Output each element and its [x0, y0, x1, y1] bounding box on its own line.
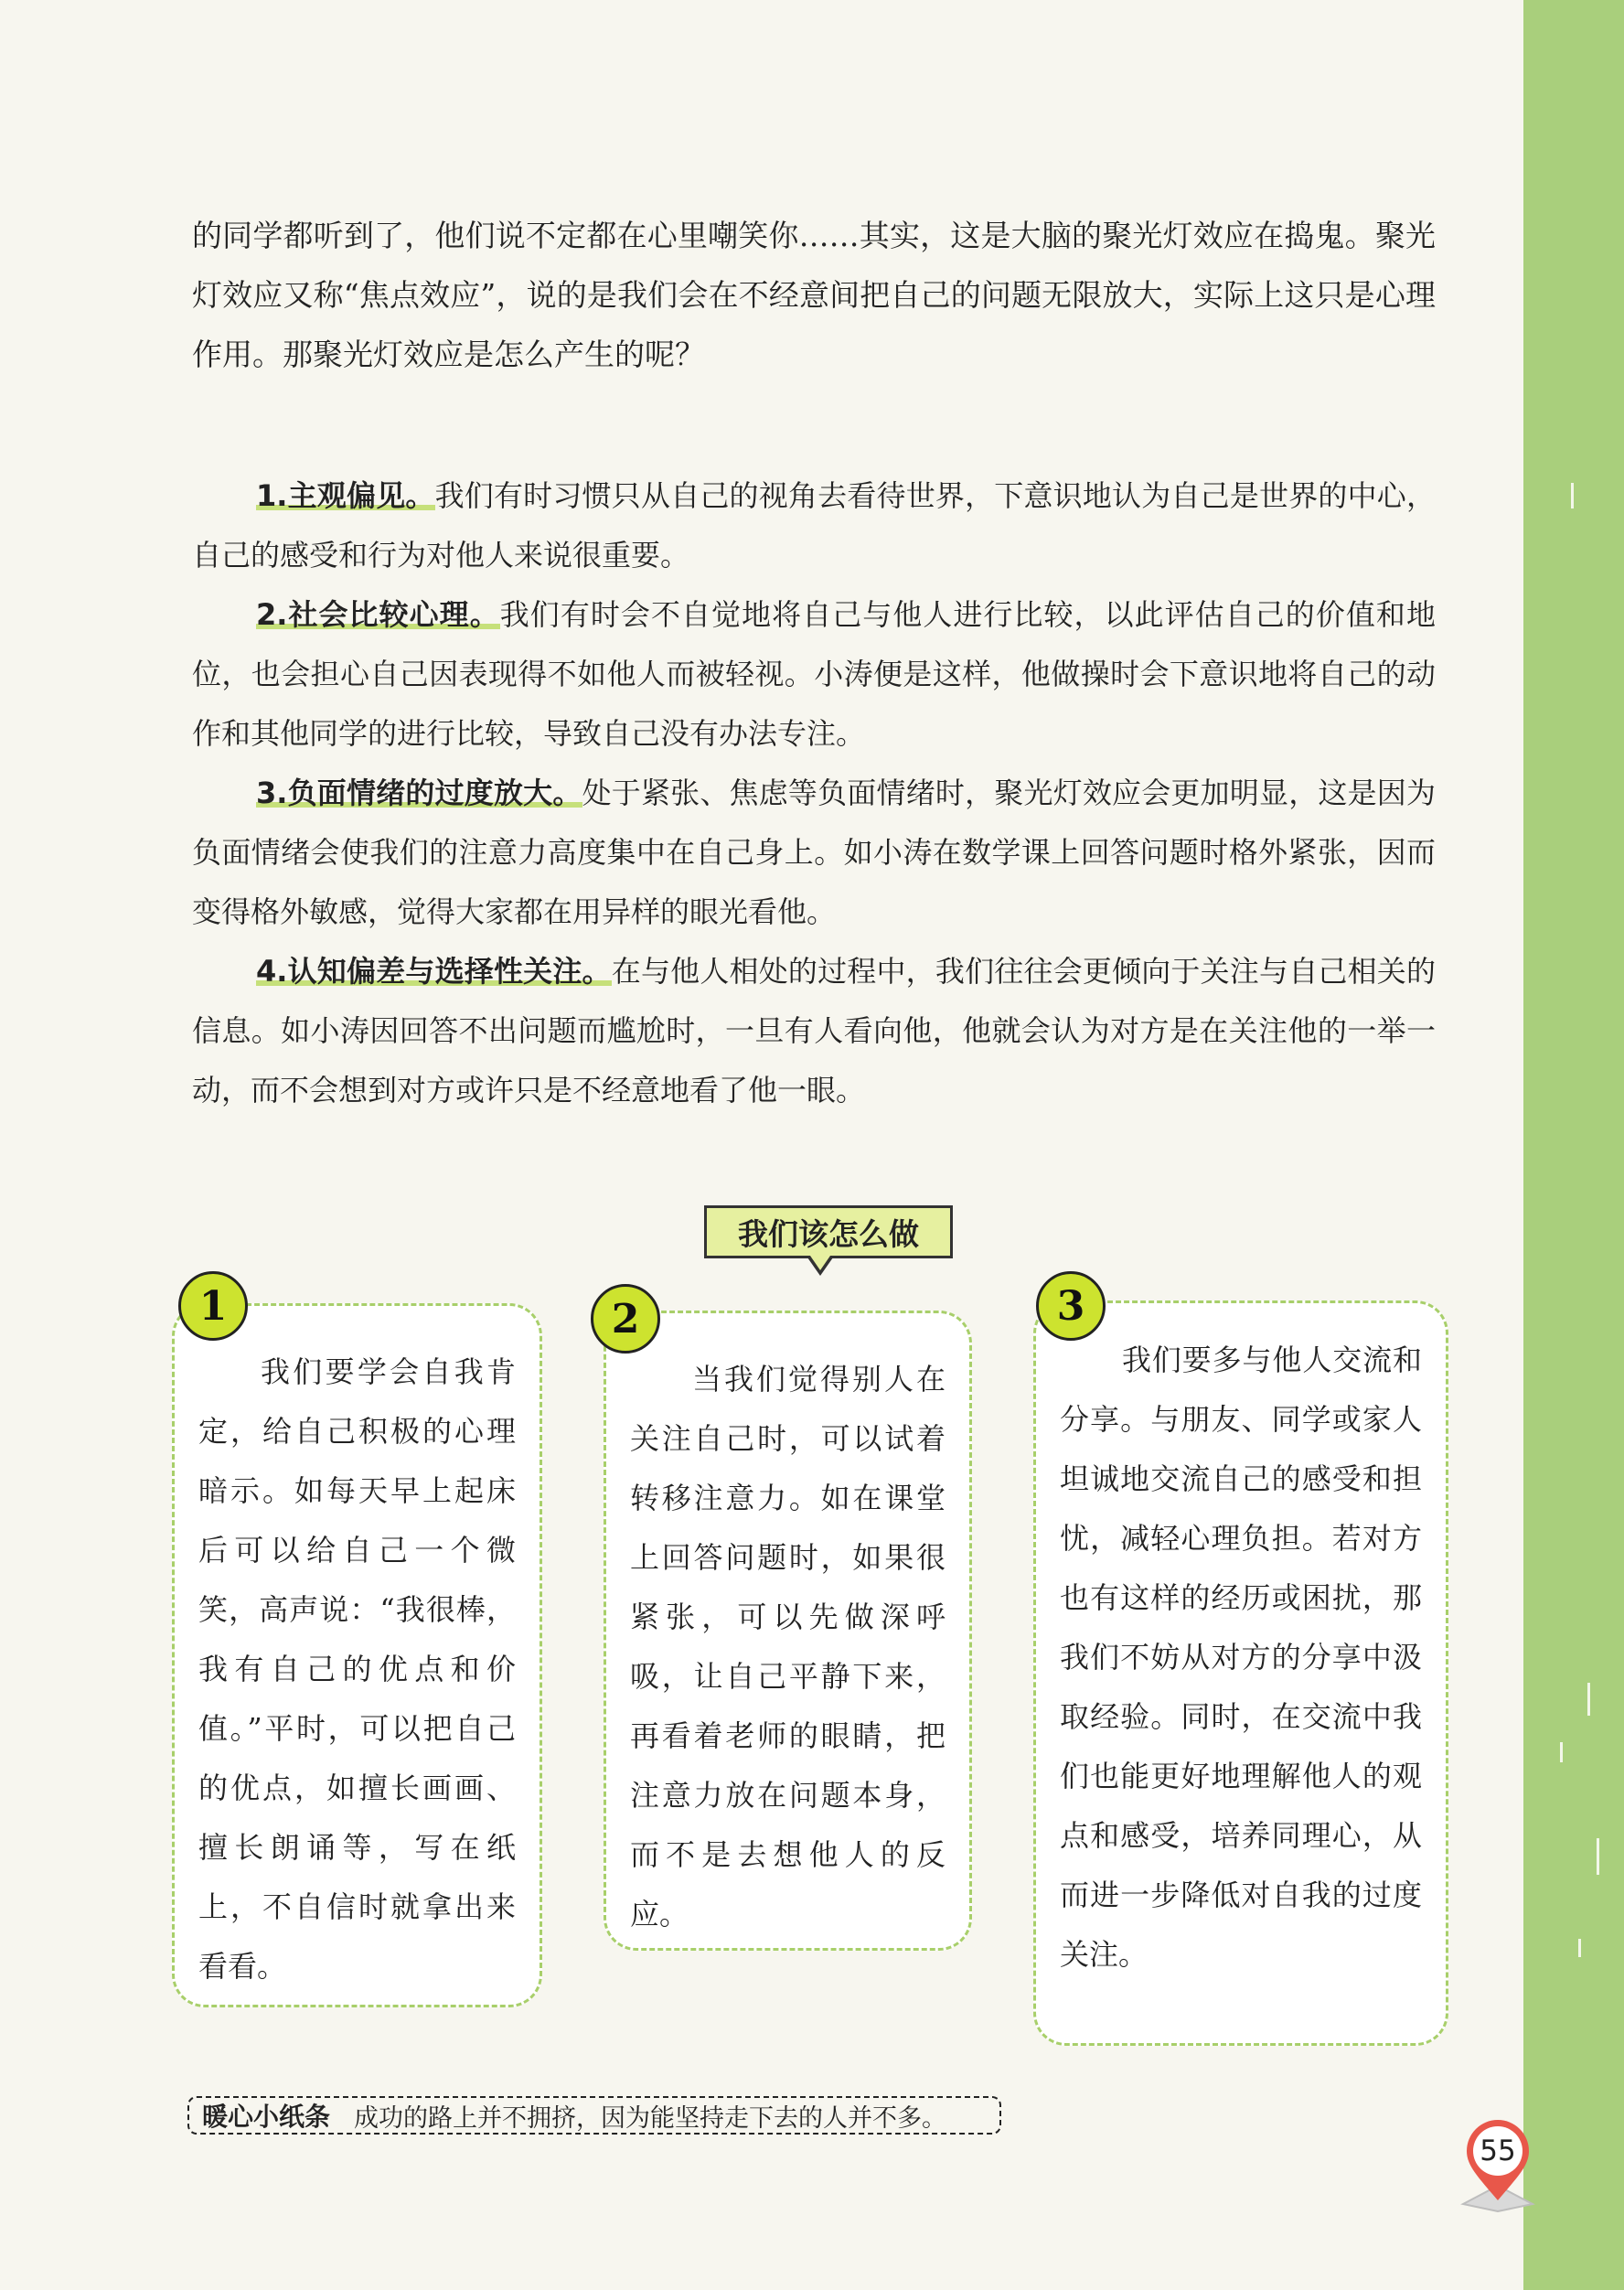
cause-heading: 4.认知偏差与选择性关注。 [256, 954, 612, 989]
cause-item [192, 585, 1436, 764]
section-label-what-to-do [704, 1205, 953, 1258]
cause-item [192, 466, 1436, 585]
number-badge: 2 [591, 1284, 660, 1354]
note-title: 暖心小纸条 [202, 2102, 331, 2132]
tip-text: 当我们觉得别人在关注自己时，可以试着转移注意力。如在课堂上回答问题时，如果很紧张，可以先做深呼吸，让自己平静下来，再看着老师的眼睛，把注意力放在问题本身，而不是去想他人的反应。 [630, 1362, 946, 1932]
cause-text: 在与他人相处的过程中，我们往往会更倾向于关注与自己相关的信息。如小涛因回答不出问题而尴尬时，一旦有人看向他，他就会认为对方是在关注他的一举一动，而不会想到对方或许只是不经意地看了他一眼。 [192, 954, 1436, 1108]
intro-text: 的同学都听到了，他们说不定都在心里嘲笑你……其实，这是大脑的聚光灯效应在捣鬼。聚光灯效应又称“焦点效应”，说的是我们会在不经意间把自己的问题无限放大，实际上这只是心理作用。那聚光灯效应是怎么产生的呢？ [192, 218, 1436, 372]
cause-heading: 2.社会比较心理。 [256, 597, 500, 632]
number-badge: 3 [1036, 1271, 1106, 1341]
number-badge: 1 [178, 1271, 248, 1341]
tip-text: 我们要多与他人交流和分享。与朋友、同学或家人坦诚地交流自己的感受和担忧，减轻心理负担。若对方也有这样的经历或困扰，那我们不妨从对方的分享中汲取经验。同时，在交流中我们也能更好地理解他人的观点和感受，培养同理心，从而进一步降低对自我的过度关注。 [1060, 1343, 1422, 1972]
cause-item [192, 764, 1436, 942]
speech-tail-inner [810, 1256, 830, 1270]
note-text: 成功的路上并不拥挤，因为能坚持走下去的人并不多。 [354, 2103, 947, 2133]
warm-note [187, 2096, 1001, 2135]
tip-text: 我们要学会自我肯定，给自己积极的心理暗示。如每天早上起床后可以给自己一个微笑，高声说：“我很棒，我有自己的优点和价值。”平时，可以把自己的优点，如擅长画画、擅长朗诵等，写在纸上，不自信时就拿出来看看。 [198, 1354, 516, 1984]
intro-paragraph [192, 206, 1436, 384]
tip-card-3 [1033, 1300, 1448, 2046]
cause-heading: 3.负面情绪的过度放大。 [256, 776, 582, 810]
cause-item [192, 942, 1436, 1120]
tip-card-1 [172, 1303, 542, 2007]
section-label-text: 我们该怎么做 [738, 1215, 919, 1252]
causes-list [192, 466, 1436, 1120]
cause-text: 我们有时习惯只从自己的视角去看待世界，下意识地认为自己是世界的中心，自己的感受和行为对他人来说很重要。 [192, 478, 1436, 572]
side-strip [1523, 0, 1624, 2290]
cause-heading: 1.主观偏见。 [256, 478, 435, 513]
tip-card-2 [604, 1311, 972, 1951]
page-number: 55 [1480, 2135, 1516, 2167]
cause-text: 处于紧张、焦虑等负面情绪时，聚光灯效应会更加明显，这是因为负面情绪会使我们的注意力高度集中在自己身上。如小涛在数学课上回答问题时格外紧张，因而变得格外敏感，觉得大家都在用异样的眼光看他。 [192, 776, 1436, 929]
cause-text: 我们有时会不自觉地将自己与他人进行比较，以此评估自己的价值和地位，也会担心自己因表现得不如他人而被轻视。小涛便是这样，他做操时会下意识地将自己的动作和其他同学的进行比较，导致自己没有办法专注。 [192, 597, 1436, 751]
